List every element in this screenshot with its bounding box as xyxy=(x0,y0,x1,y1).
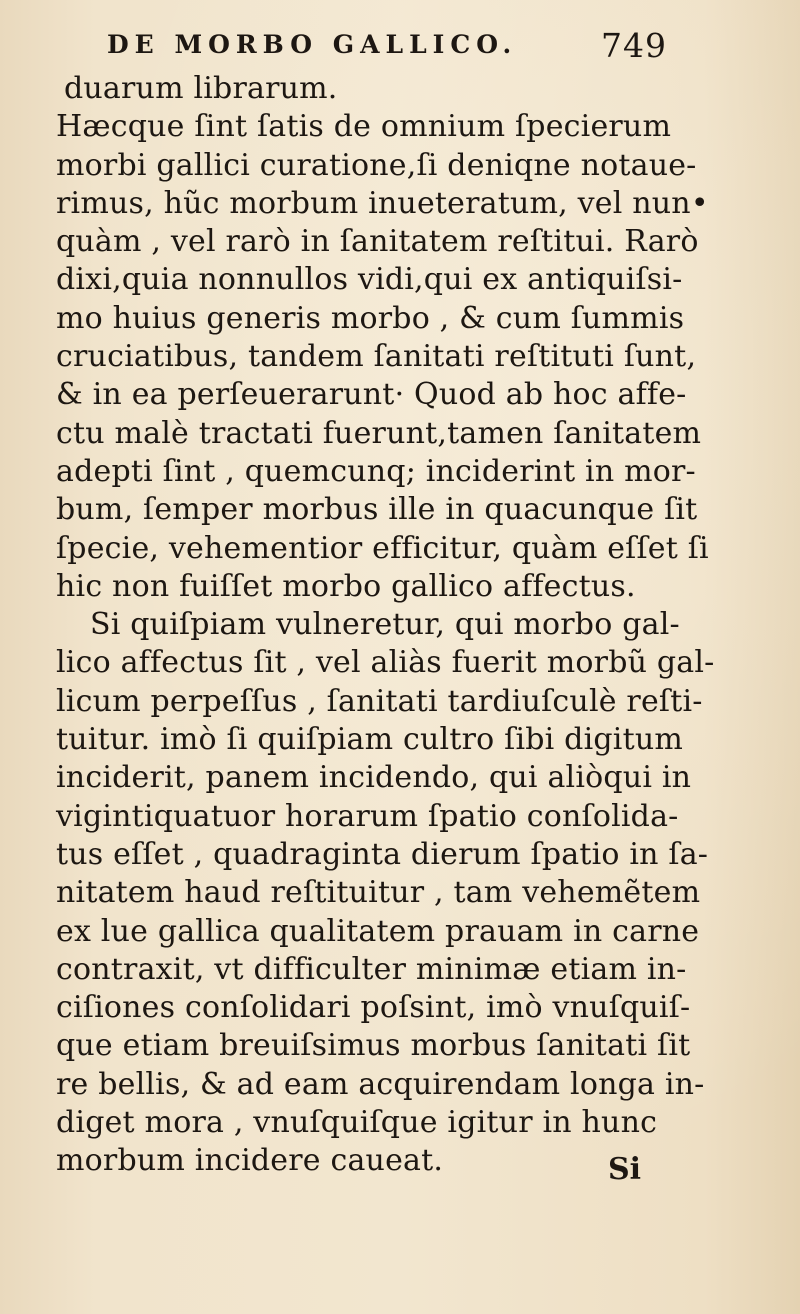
text-line: & in ea perſeuerarunt· Quod ab hoc affe- xyxy=(56,377,687,413)
text-line: lico affectus ſit , vel aliàs fuerit morbũ gal- xyxy=(56,645,715,681)
text-line: tuitur. imò ſi quiſpiam cultro ſibi digitum xyxy=(56,722,683,758)
text-line: rimus, hũc morbum inueteratum, vel nun• xyxy=(56,185,709,221)
text-line: mo huius generis morbo , & cum ſummis xyxy=(56,300,685,336)
text-line: licum perpeſſus , ſanitati tardiuſculè reſti- xyxy=(56,683,703,719)
text-line: ciſiones conſolidari poſsint, imò vnuſquiſ- xyxy=(56,990,691,1026)
text-line: bum, ſemper morbus ille in quacunque ſit xyxy=(56,492,698,528)
text-line: tus eſſet , quadraginta dierum ſpatio in ſa- xyxy=(56,836,709,872)
text-line: duarum librarum. xyxy=(64,71,338,106)
text-line: re bellis, & ad eam acquirendam longa in- xyxy=(56,1066,705,1102)
text-line: ctu malè tractati fuerunt,tamen ſanitatem xyxy=(56,415,702,451)
text-line: contraxit, vt difficulter minimæ etiam in- xyxy=(56,951,687,987)
text-line: inciderit, panem incidendo, qui aliòqui in xyxy=(56,760,692,796)
catchword: Si xyxy=(608,1152,642,1187)
text-line: morbi gallici curatione,ſi deniqne notaue- xyxy=(56,147,697,183)
page-number: 749 xyxy=(601,26,667,65)
text-line: quàm , vel rarò in ſanitatem reſtitui. Rarò xyxy=(56,224,699,260)
text-line: Hæcque ſint ſatis de omnium ſpecierum xyxy=(56,109,672,145)
text-line: adepti ſint , quemcunq; inciderint in mor- xyxy=(56,453,696,489)
text-line: dixi,quia nonnullos vidi,qui ex antiquiſsi- xyxy=(56,262,683,298)
text-line: morbum incidere caueat. xyxy=(56,1143,444,1179)
text-line: hic non fuiſſet morbo gallico affectus. xyxy=(56,568,636,604)
text-line: ex lue gallica qualitatem prauam in carne xyxy=(56,913,700,949)
page-header xyxy=(107,26,667,66)
text-line: cruciatibus, tandem ſanitati reſtituti ſunt, xyxy=(56,339,697,375)
text-line: que etiam breuiſsimus morbus ſanitati ſit xyxy=(56,1028,691,1064)
body-text xyxy=(56,70,756,1181)
text-line: diget mora , vnuſquiſque igitur in hunc xyxy=(56,1105,658,1141)
text-line: ſpecie, vehementior efficitur, quàm eſſet ſi xyxy=(56,530,709,566)
text-line: nitatem haud reſtituitur , tam vehemẽtem xyxy=(56,875,701,911)
text-line: vigintiquatuor horarum ſpatio conſolida- xyxy=(56,798,679,834)
running-title: DE MORBO GALLICO. xyxy=(107,30,518,59)
text-line: Si quiſpiam vulneretur, qui morbo gal- xyxy=(90,607,680,643)
